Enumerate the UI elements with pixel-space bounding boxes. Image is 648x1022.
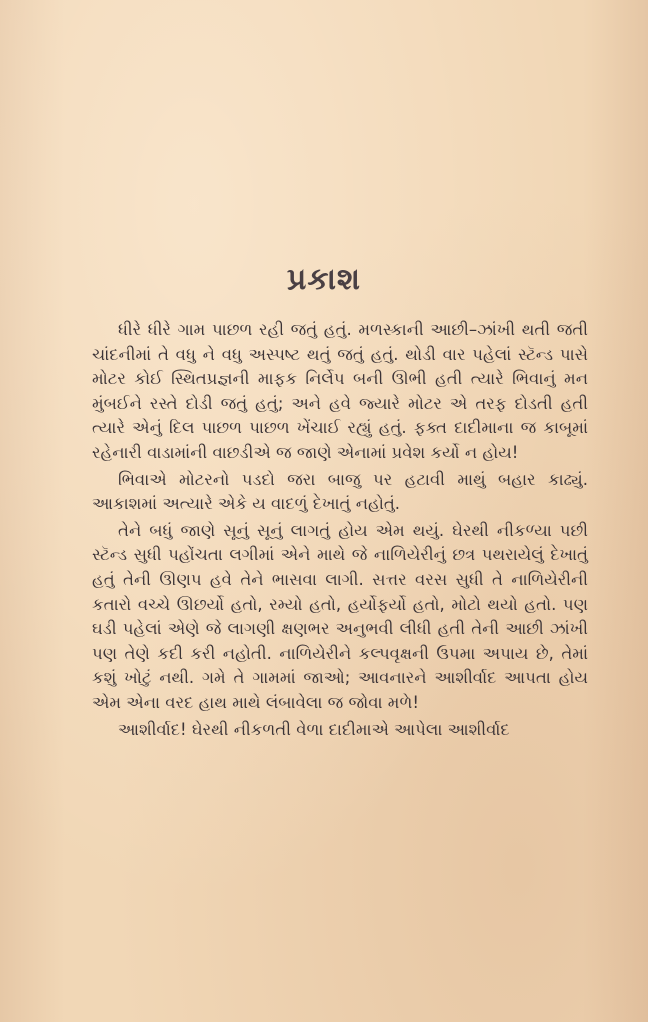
body-text [92, 318, 588, 742]
paragraph-1: ધીરે ધીરે ગામ પાછળ રહી જતું હતું. મળસ્કાની આછી–ઝાંખી થતી જતી ચાંદનીમાં તે વધુ ને વધુ અસ્પષ્ટ થતું જતું હતું. થોડી વાર પહેલાં સ્ટૅન્ડ પાસે મોટર કોઈ સ્થિતપ્રજ્ઞની માફક નિર્લેપ બની ઊભી હતી ત્યારે ભિવાનું મન મુંબઈને રસ્તે દોડી જતું હતું; અને હવે જ્યારે મોટર એ તરફ દોડતી હતી ત્યારે એનું દિલ પાછળ પાછળ ખેંચાઈ રહ્યું હતું. ફક્ત દાદીમાના જ કાબૂમાં રહેનારી વાડામાંની વાછડીએ જ જાણે એનામાં પ્રવેશ કર્યો ન હોય! [92, 320, 588, 462]
paragraph-4: આશીર્વાદ! ઘેરથી નીકળતી વેળા દાદીમાએ આપેલા આશીર્વાદ [118, 719, 510, 739]
paragraph-2: ભિવાએ મોટરનો પડદો જરા બાજુ પર હટાવી માથું બહાર કાઢ્યું. આકાશમાં અત્યારે એકે ય વાદળું દેખાતું નહોતું. [92, 469, 588, 514]
paragraph-3: તેને બધું જાણે સૂનું સૂનું લાગતું હોય એમ થયું. ઘેરથી નીકળ્યા પછી સ્ટૅન્ડ સુધી પહોંચતા લગીમાં એને માથે જે નાળિયેરીનું છત્ર પથરાયેલું દેખાતું હતું તેની ઊણપ હવે તેને ભાસવા લાગી. સત્તર વરસ સુધી તે નાળિયેરીની કતારો વચ્ચે ઊછર્યો હતો, રમ્યો હતો, હર્યોફર્યો હતો, મોટો થયો હતો. પણ ઘડી પહેલાં એણે જે લાગણી ક્ષણભર અનુભવી લીધી હતી તેની આછી ઝાંખી પણ તેણે કદી કરી નહોતી. નાળિયેરીને કલ્પવૃક્ષની ઉપમા અપાય છે, તેમાં કશું ખોટું નથી. ગમે તે ગામમાં જાઓ; આવનારને આશીર્વાદ આપતા હોય એમ એના વરદ હાથ માથે લંબાવેલા જ જોવા મળે! [92, 520, 588, 712]
chapter-title: પ્રકાશ [286, 262, 362, 297]
